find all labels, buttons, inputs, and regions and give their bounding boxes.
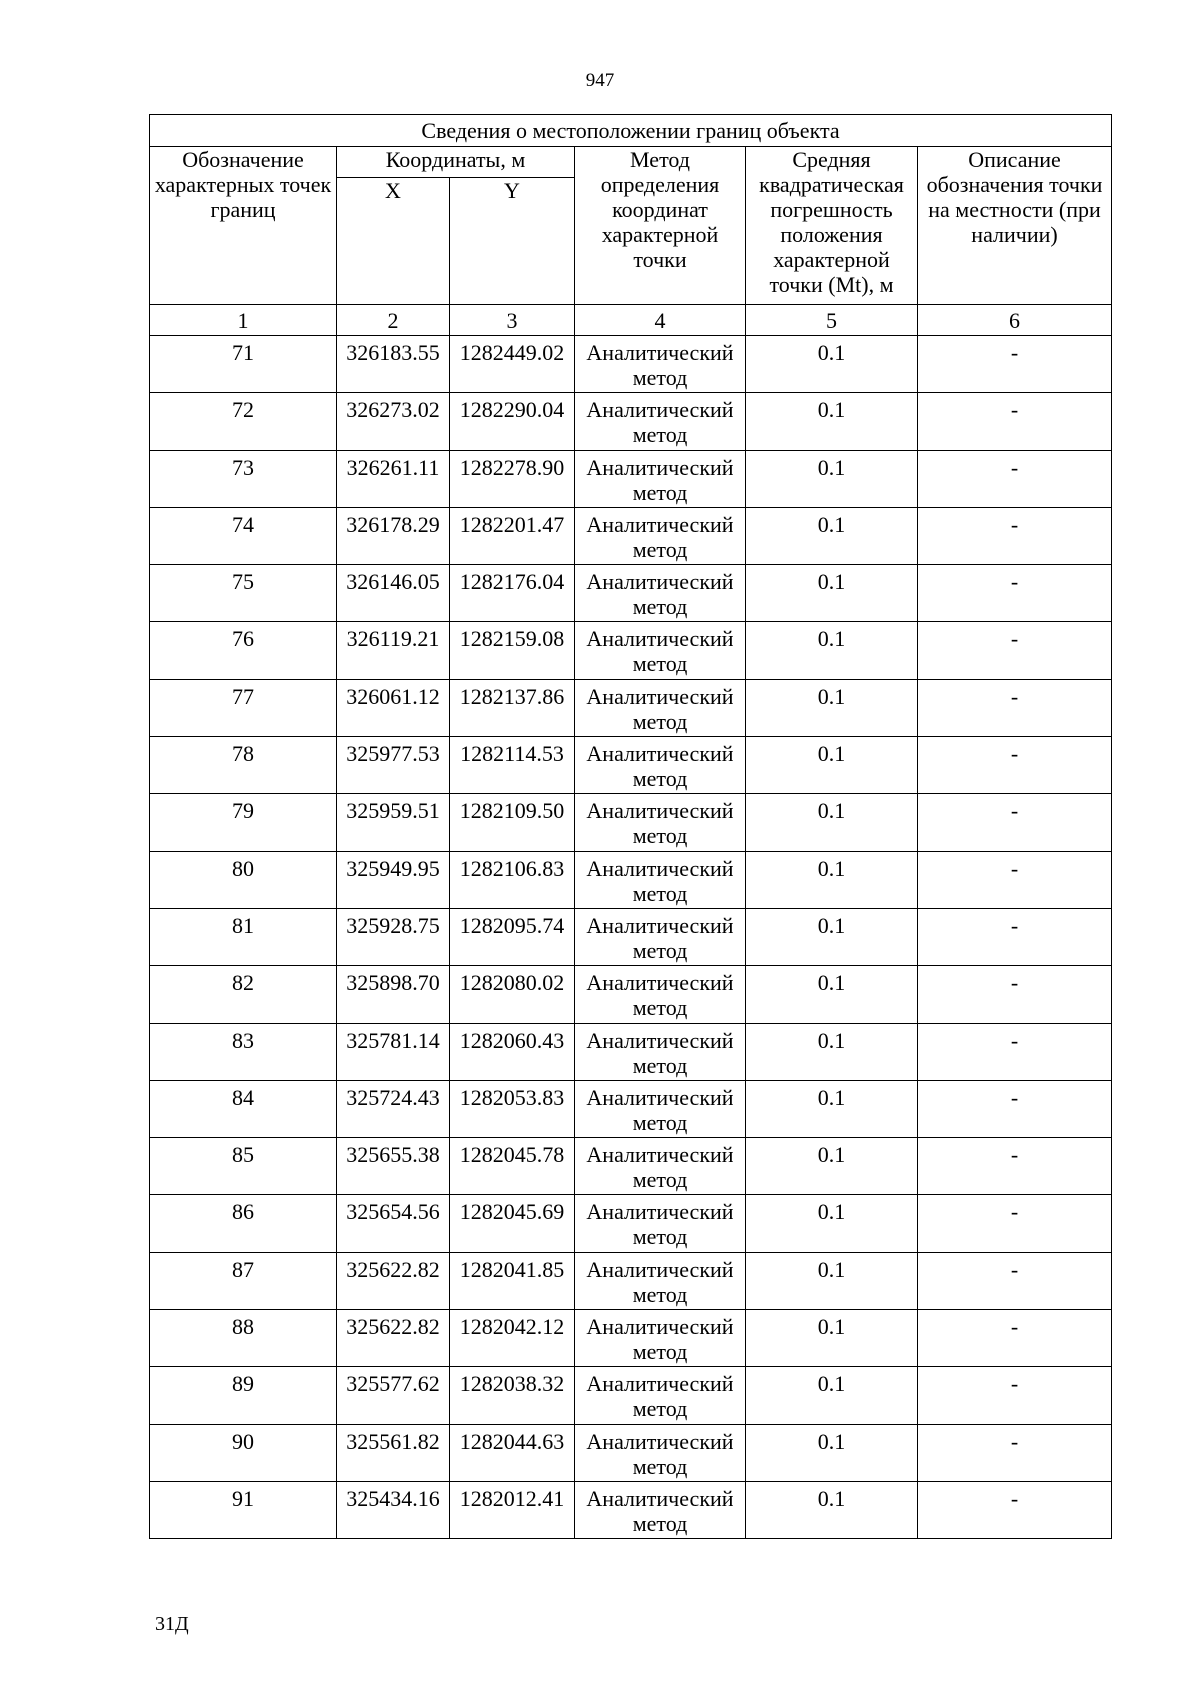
header-point-designation: Обозначение характерных точек границ [150, 147, 337, 305]
cell-method: Аналитический метод [575, 737, 746, 794]
cell-y: 1282109.50 [450, 794, 575, 851]
cell-accuracy: 0.1 [746, 1195, 918, 1252]
cell-accuracy: 0.1 [746, 1252, 918, 1309]
cell-x: 325654.56 [337, 1195, 450, 1252]
cell-method: Аналитический метод [575, 679, 746, 736]
cell-description: - [918, 336, 1112, 393]
cell-x: 325977.53 [337, 737, 450, 794]
table-caption-row [150, 115, 1112, 147]
cell-y: 1282060.43 [450, 1023, 575, 1080]
table-row [150, 565, 1112, 622]
cell-y: 1282080.02 [450, 966, 575, 1023]
cell-point: 84 [150, 1080, 337, 1137]
footer-code: 31Д [155, 1613, 189, 1635]
cell-description: - [918, 1481, 1112, 1538]
cell-description: - [918, 622, 1112, 679]
cell-accuracy: 0.1 [746, 393, 918, 450]
cell-point: 77 [150, 679, 337, 736]
cell-description: - [918, 1195, 1112, 1252]
header-y: Y [450, 178, 575, 305]
cell-point: 71 [150, 336, 337, 393]
table-row [150, 851, 1112, 908]
cell-description: - [918, 966, 1112, 1023]
cell-method: Аналитический метод [575, 507, 746, 564]
cell-point: 75 [150, 565, 337, 622]
table-row [150, 908, 1112, 965]
cell-y: 1282041.85 [450, 1252, 575, 1309]
cell-method: Аналитический метод [575, 393, 746, 450]
cell-y: 1282045.78 [450, 1138, 575, 1195]
table-row [150, 507, 1112, 564]
cell-description: - [918, 450, 1112, 507]
boundary-points-table [149, 114, 1112, 1539]
header-x: X [337, 178, 450, 305]
cell-description: - [918, 1138, 1112, 1195]
cell-description: - [918, 1252, 1112, 1309]
cell-description: - [918, 1310, 1112, 1367]
cell-accuracy: 0.1 [746, 1138, 918, 1195]
cell-method: Аналитический метод [575, 1252, 746, 1309]
cell-x: 325724.43 [337, 1080, 450, 1137]
table-row [150, 1023, 1112, 1080]
cell-point: 83 [150, 1023, 337, 1080]
page-number: 947 [585, 70, 615, 91]
cell-y: 1282045.69 [450, 1195, 575, 1252]
cell-point: 79 [150, 794, 337, 851]
table-row [150, 737, 1112, 794]
column-number: 5 [746, 305, 918, 336]
cell-y: 1282012.41 [450, 1481, 575, 1538]
table-row [150, 336, 1112, 393]
cell-method: Аналитический метод [575, 1138, 746, 1195]
cell-accuracy: 0.1 [746, 1367, 918, 1424]
cell-point: 90 [150, 1424, 337, 1481]
table-row [150, 1138, 1112, 1195]
cell-point: 81 [150, 908, 337, 965]
cell-description: - [918, 1367, 1112, 1424]
table-row [150, 1310, 1112, 1367]
cell-accuracy: 0.1 [746, 679, 918, 736]
cell-point: 76 [150, 622, 337, 679]
column-number: 1 [150, 305, 337, 336]
table-row [150, 966, 1112, 1023]
cell-point: 89 [150, 1367, 337, 1424]
table-row [150, 1367, 1112, 1424]
cell-point: 80 [150, 851, 337, 908]
header-coordinates: Координаты, м [337, 147, 575, 178]
cell-accuracy: 0.1 [746, 1310, 918, 1367]
cell-x: 326146.05 [337, 565, 450, 622]
table-caption: Сведения о местоположении границ объекта [150, 115, 1112, 147]
cell-x: 326273.02 [337, 393, 450, 450]
cell-y: 1282290.04 [450, 393, 575, 450]
table-row [150, 679, 1112, 736]
cell-method: Аналитический метод [575, 908, 746, 965]
cell-description: - [918, 908, 1112, 965]
header-accuracy: Средняя квадратическая погрешность положения характерной точки (Mt), м [746, 147, 918, 305]
cell-method: Аналитический метод [575, 450, 746, 507]
cell-accuracy: 0.1 [746, 622, 918, 679]
cell-y: 1282137.86 [450, 679, 575, 736]
cell-y: 1282114.53 [450, 737, 575, 794]
column-number: 6 [918, 305, 1112, 336]
cell-x: 325781.14 [337, 1023, 450, 1080]
cell-method: Аналитический метод [575, 1310, 746, 1367]
table-row [150, 1252, 1112, 1309]
cell-point: 73 [150, 450, 337, 507]
cell-point: 91 [150, 1481, 337, 1538]
cell-y: 1282053.83 [450, 1080, 575, 1137]
table-row [150, 393, 1112, 450]
cell-point: 78 [150, 737, 337, 794]
cell-x: 326061.12 [337, 679, 450, 736]
cell-x: 325577.62 [337, 1367, 450, 1424]
cell-point: 86 [150, 1195, 337, 1252]
cell-point: 87 [150, 1252, 337, 1309]
column-numbers-row [150, 305, 1112, 336]
cell-accuracy: 0.1 [746, 737, 918, 794]
column-number: 2 [337, 305, 450, 336]
cell-y: 1282044.63 [450, 1424, 575, 1481]
cell-method: Аналитический метод [575, 1080, 746, 1137]
cell-method: Аналитический метод [575, 1424, 746, 1481]
cell-x: 325959.51 [337, 794, 450, 851]
table-header-row [150, 147, 1112, 178]
cell-accuracy: 0.1 [746, 507, 918, 564]
cell-x: 325622.82 [337, 1310, 450, 1367]
cell-description: - [918, 794, 1112, 851]
cell-point: 85 [150, 1138, 337, 1195]
cell-description: - [918, 679, 1112, 736]
cell-description: - [918, 851, 1112, 908]
header-method: Метод определения координат характерной точки [575, 147, 746, 305]
cell-method: Аналитический метод [575, 851, 746, 908]
cell-description: - [918, 1424, 1112, 1481]
cell-x: 325622.82 [337, 1252, 450, 1309]
cell-y: 1282106.83 [450, 851, 575, 908]
header-description: Описание обозначения точки на местности (при наличии) [918, 147, 1112, 305]
table-row [150, 1195, 1112, 1252]
cell-accuracy: 0.1 [746, 336, 918, 393]
cell-x: 325928.75 [337, 908, 450, 965]
cell-y: 1282201.47 [450, 507, 575, 564]
cell-point: 72 [150, 393, 337, 450]
table-row [150, 622, 1112, 679]
cell-description: - [918, 507, 1112, 564]
cell-accuracy: 0.1 [746, 1023, 918, 1080]
cell-x: 326183.55 [337, 336, 450, 393]
cell-point: 74 [150, 507, 337, 564]
cell-description: - [918, 737, 1112, 794]
cell-accuracy: 0.1 [746, 1080, 918, 1137]
column-number: 3 [450, 305, 575, 336]
cell-x: 326178.29 [337, 507, 450, 564]
cell-point: 88 [150, 1310, 337, 1367]
cell-y: 1282095.74 [450, 908, 575, 965]
cell-description: - [918, 1080, 1112, 1137]
table-row [150, 794, 1112, 851]
cell-y: 1282038.32 [450, 1367, 575, 1424]
cell-y: 1282159.08 [450, 622, 575, 679]
cell-method: Аналитический метод [575, 1481, 746, 1538]
cell-accuracy: 0.1 [746, 794, 918, 851]
cell-method: Аналитический метод [575, 622, 746, 679]
cell-method: Аналитический метод [575, 966, 746, 1023]
table-row [150, 1080, 1112, 1137]
cell-method: Аналитический метод [575, 794, 746, 851]
cell-accuracy: 0.1 [746, 851, 918, 908]
cell-x: 325898.70 [337, 966, 450, 1023]
cell-x: 325561.82 [337, 1424, 450, 1481]
cell-accuracy: 0.1 [746, 908, 918, 965]
cell-accuracy: 0.1 [746, 966, 918, 1023]
cell-x: 326261.11 [337, 450, 450, 507]
cell-description: - [918, 1023, 1112, 1080]
cell-accuracy: 0.1 [746, 450, 918, 507]
cell-y: 1282042.12 [450, 1310, 575, 1367]
cell-method: Аналитический метод [575, 565, 746, 622]
cell-accuracy: 0.1 [746, 1424, 918, 1481]
cell-method: Аналитический метод [575, 1023, 746, 1080]
cell-method: Аналитический метод [575, 1195, 746, 1252]
cell-method: Аналитический метод [575, 336, 746, 393]
cell-point: 82 [150, 966, 337, 1023]
cell-x: 325434.16 [337, 1481, 450, 1538]
cell-description: - [918, 565, 1112, 622]
cell-accuracy: 0.1 [746, 565, 918, 622]
cell-y: 1282278.90 [450, 450, 575, 507]
cell-x: 326119.21 [337, 622, 450, 679]
column-number: 4 [575, 305, 746, 336]
cell-x: 325655.38 [337, 1138, 450, 1195]
table-row [150, 1424, 1112, 1481]
cell-y: 1282176.04 [450, 565, 575, 622]
table-row [150, 1481, 1112, 1538]
cell-accuracy: 0.1 [746, 1481, 918, 1538]
cell-y: 1282449.02 [450, 336, 575, 393]
cell-description: - [918, 393, 1112, 450]
table-row [150, 450, 1112, 507]
cell-method: Аналитический метод [575, 1367, 746, 1424]
cell-x: 325949.95 [337, 851, 450, 908]
